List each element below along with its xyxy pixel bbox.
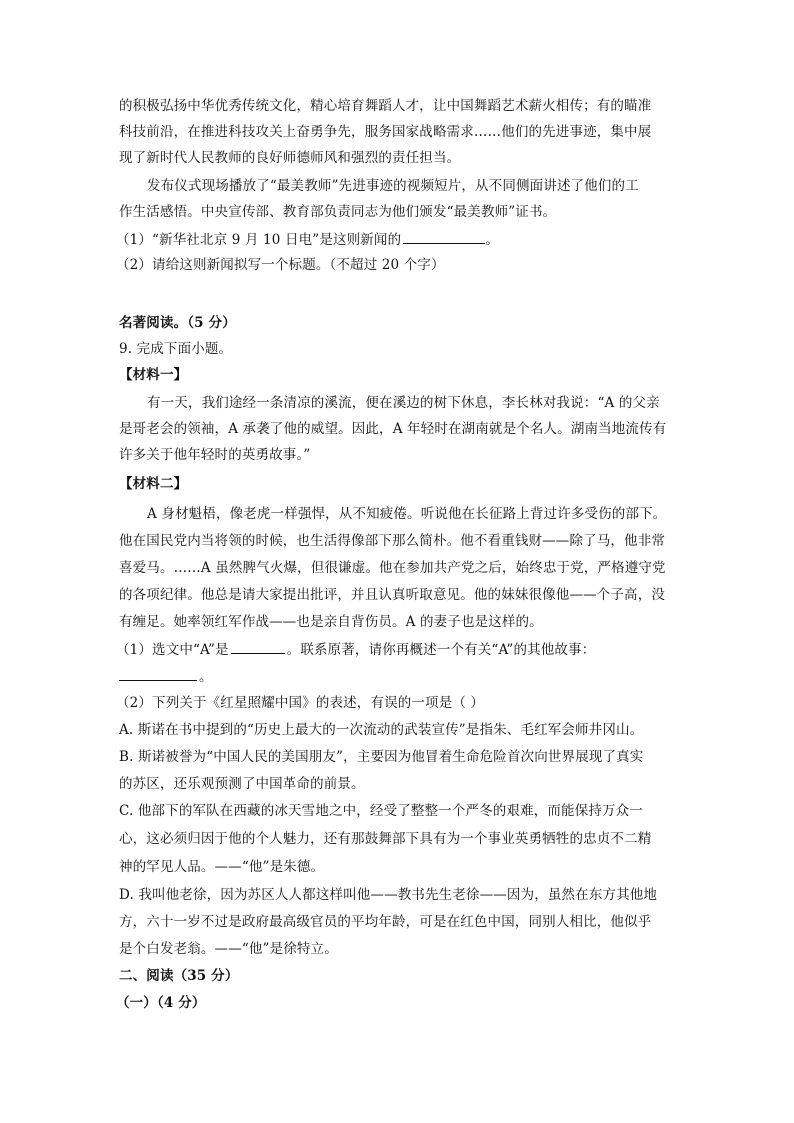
question-text-end: 。 [199, 669, 213, 685]
question-9-2: （2）下列关于《红星照耀中国》的表述，有误的一项是（ ） [116, 695, 485, 711]
material-2-line: 他在国民党内当将领的时候，也生活得像部下那么简朴。他不看重钱财——除了马，他非常 [119, 533, 665, 549]
option-d-line: D. 我叫他老徐，因为苏区人人都这样叫他——教书先生老徐——因为，虽然在东方其他地 [119, 887, 658, 903]
material-1-line: 有一天，我们途经一条清凉的溪流，便在溪边的树下休息，李长林对我说：“A 的父亲 [147, 395, 660, 411]
material-2-line: A 身材魁梧，像老虎一样强悍，从不知疲倦。听说他在长征路上背过许多受伤的部下。 [147, 506, 667, 522]
question-9-intro: 9. 完成下面小题。 [119, 341, 233, 357]
paragraph-line: 发布仪式现场播放了“最美教师”先进事迹的视频短片，从不同侧面讲述了他们的工 [147, 178, 639, 194]
paragraph-line: 现了新时代人民教师的良好师德师风和强烈的责任担当。 [119, 150, 461, 166]
question-text-end: 。 [485, 232, 499, 248]
option-d-line: 是个白发老翁。——“他”是徐特立。 [119, 941, 338, 957]
question-text: 。联系原著，请你再概述一个有关“A”的其他故事： [286, 642, 596, 658]
material-2-line: 有缠足。她率领红军作战——也是亲自背伤员。A 的妻子也是这样的。 [119, 614, 543, 630]
material-1-heading: 【材料一】 [119, 367, 188, 383]
option-b-line: 的苏区，还乐观预测了中国革命的前景。 [119, 776, 365, 792]
option-c-line: C. 他部下的军队在西藏的冰天雪地之中，经受了整整一个严冬的艰难，而能保持万众一 [119, 803, 643, 819]
answer-blank[interactable] [231, 639, 285, 654]
option-c-line: 心，这必须归因于他的个人魅力，还有那鼓舞部下具有为一个事业英勇牺牲的忠贞不二精 [119, 831, 652, 847]
material-2-line: 的各项纪律。他总是请大家提出批评，并且认真听取意见。他的妹妹很像他——个子高，没 [119, 587, 665, 603]
subsection-heading: （一）（4 分） [116, 995, 206, 1011]
paragraph-line: 科技前沿，在推进科技攻关上奋勇争先，服务国家战略需求……他们的先进事迹，集中展 [119, 124, 652, 140]
option-c-line: 神的罕见人品。——“他”是朱德。 [119, 859, 325, 875]
question-text: （1）“新华社北京 9 月 10 日电”是这则新闻的 [116, 232, 402, 248]
paragraph-line: 作生活感悟。中央宣传部、教育部负责同志为他们颁发“最美教师”证书。 [119, 204, 557, 220]
question-8-1 [116, 229, 686, 250]
question-8-2: （2）请给这则新闻拟写一个标题。（不超过 20 个字） [116, 257, 445, 273]
question-9-1-answer [119, 666, 689, 687]
section-heading-mingzhu: 名著阅读。（5 分） [119, 315, 236, 331]
question-9-1 [116, 639, 686, 660]
material-2-heading: 【材料二】 [119, 476, 188, 492]
option-a: A. 斯诺在书中提到的“历史上最大的一次流动的武装宣传”是指朱、毛红军会师井冈山。 [119, 722, 644, 738]
question-text: （1）选文中“A”是 [116, 642, 229, 658]
option-d-line: 方，六十一岁不过是政府最高级官员的平均年龄，可是在红色中国，同别人相比，他似乎 [119, 914, 652, 930]
answer-blank[interactable] [403, 229, 485, 244]
option-b-line: B. 斯诺被誉为“中国人民的美国朋友”，主要因为他冒着生命危险首次向世界展现了真实 [119, 749, 644, 765]
paragraph-line: 的积极弘扬中华优秀传统文化，精心培育舞蹈人才，让中国舞蹈艺术薪火相传；有的瞄准 [119, 98, 652, 114]
section-heading-reading: 二、阅读（35 分） [119, 968, 239, 984]
answer-blank[interactable] [119, 666, 197, 681]
material-1-line: 许多关于他年轻时的英勇故事。” [119, 447, 311, 463]
material-2-line: 喜爱马。……A 虽然脾气火爆，但很谦虚。他在参加共产党之后，始终忠于党，严格遵守党 [119, 560, 666, 576]
material-1-line: 是哥老会的领袖，A 承袭了他的威望。因此，A 年轻时在湖南就是个名人。湖南当地流传有 [119, 421, 667, 437]
